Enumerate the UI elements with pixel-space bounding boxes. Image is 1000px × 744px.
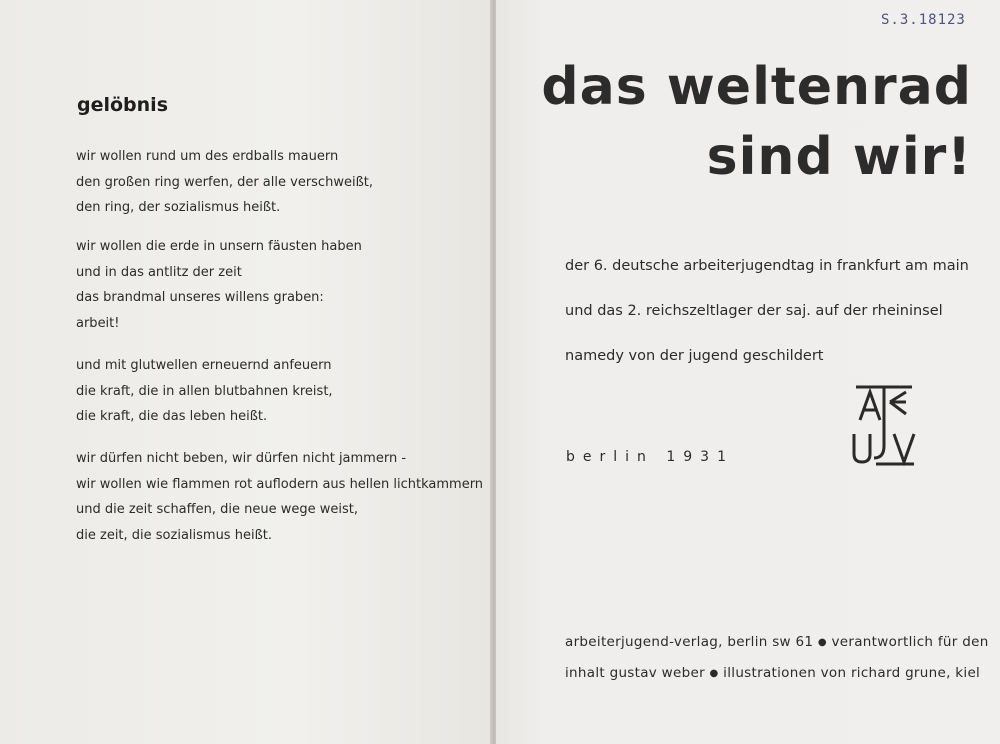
- poem-title: gelöbnis: [77, 94, 169, 116]
- archive-number: S.3.18123: [881, 12, 966, 28]
- poem-line: das brandmal unseres willens graben:: [76, 290, 324, 305]
- poem-line: wir wollen die erde in unsern fäusten haben: [76, 239, 362, 254]
- main-title: [541, 52, 972, 192]
- poem-line: und mit glutwellen erneuernd anfeuern: [76, 358, 332, 373]
- imprint: [565, 627, 989, 689]
- imprint-line-2: [565, 658, 989, 689]
- poem-line: wir wollen wie flammen rot auflodern aus hellen lichtkammern: [76, 476, 484, 492]
- poem-line: den ring, der sozialismus heißt.: [76, 200, 281, 215]
- poem-stanza-3: [76, 353, 333, 430]
- poem-stanza-4: [76, 446, 483, 548]
- poem-line: und in das antlitz der zeit: [76, 264, 242, 280]
- imprint-responsible: verantwortlich für den: [831, 634, 989, 650]
- place-date: berlin 1931: [566, 449, 734, 465]
- subtitle: [565, 244, 969, 379]
- poem-line: wir wollen rund um des erdballs mauern: [76, 149, 339, 164]
- main-title-line-1: das weltenrad: [541, 57, 972, 117]
- subtitle-line: der 6. deutsche arbeiterjugendtag in frankfurt am main: [565, 258, 969, 274]
- aj-logo-icon: [850, 384, 918, 466]
- poem-line: den großen ring werfen, der alle verschweißt,: [76, 174, 373, 190]
- subtitle-line: und das 2. reichszeltlager der saj. auf der rheininsel: [565, 303, 943, 319]
- main-title-line-2: sind wir!: [706, 127, 972, 187]
- poem-stanza-2: [76, 234, 362, 336]
- poem-stanza-1: [76, 144, 373, 221]
- imprint-editor: inhalt gustav weber: [565, 665, 705, 681]
- poem-line: arbeit!: [76, 315, 120, 331]
- poem-line: wir dürfen nicht beben, wir dürfen nicht jammern -: [76, 451, 407, 466]
- poem-line: die zeit, die sozialismus heißt.: [76, 527, 272, 543]
- imprint-illustrations: illustrationen von richard grune, kiel: [723, 665, 981, 681]
- subtitle-line: namedy von der jugend geschildert: [565, 348, 824, 364]
- poem-line: die kraft, die das leben heißt.: [76, 409, 268, 424]
- poem-line: die kraft, die in allen blutbahnen kreist,: [76, 383, 333, 399]
- poem-line: und die zeit schaffen, die neue wege weist,: [76, 502, 358, 517]
- imprint-line-1: [565, 627, 989, 658]
- separator-bullet: ●: [817, 637, 827, 648]
- imprint-publisher: arbeiterjugend-verlag, berlin sw 61: [565, 634, 814, 650]
- separator-bullet: ●: [709, 668, 719, 679]
- left-page: [0, 0, 492, 744]
